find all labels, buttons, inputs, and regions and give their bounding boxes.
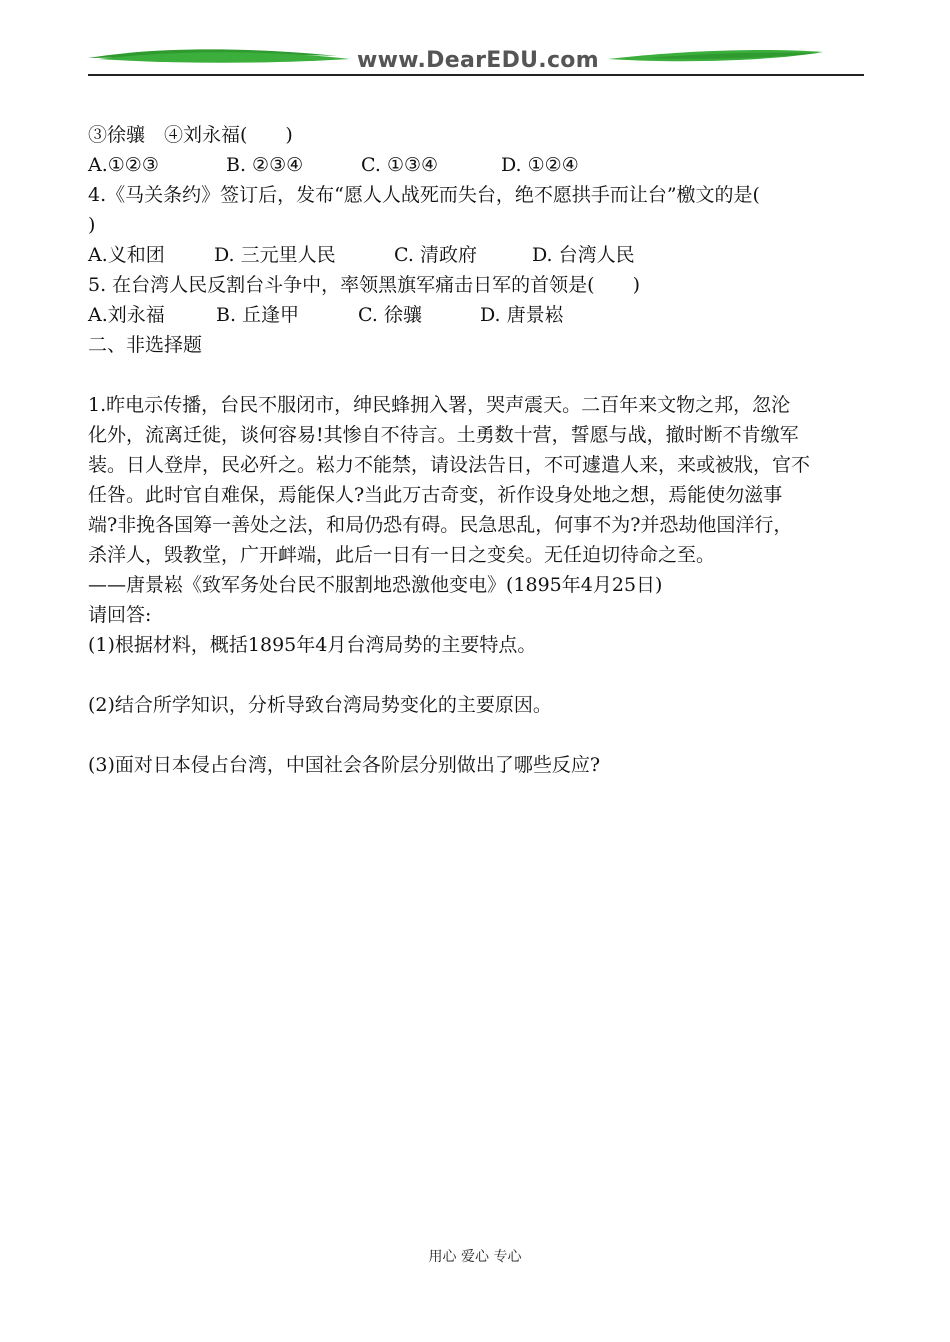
passage-line: 装。日人登岸，民必歼之。崧力不能禁，请设法告日，不可遽遣人来，来或被戕，官不 bbox=[88, 454, 811, 476]
q4-option-c: C. 清政府 bbox=[394, 244, 477, 266]
q3-option-b: B. ②③④ bbox=[226, 154, 304, 176]
q4-option-d2: D. 台湾人民 bbox=[532, 244, 635, 266]
site-name: www.DearEDU.com bbox=[357, 48, 599, 73]
q4-option-a: A.义和团 bbox=[88, 244, 165, 266]
spacer bbox=[88, 360, 868, 390]
answer-prompt: 请回答: bbox=[88, 604, 152, 626]
page-header bbox=[88, 40, 864, 80]
q3-option-a: A.①②③ bbox=[88, 154, 159, 176]
passage-line: 端?非挽各国筹一善处之法，和局仍恐有碍。民急思乱，何事不为?并恐劫他国洋行， bbox=[88, 514, 793, 536]
q3-tail: ③徐骧 ④刘永福( ) bbox=[88, 124, 293, 146]
page-footer: 用心 爱心 专心 bbox=[428, 1249, 522, 1265]
q3-options bbox=[88, 150, 868, 180]
q3-option-c: C. ①③④ bbox=[361, 154, 439, 176]
question-2: (2)结合所学知识，分析导致台湾局势变化的主要原因。 bbox=[88, 694, 552, 716]
section-title: 二、非选择题 bbox=[88, 334, 203, 356]
q5-option-a: A.刘永福 bbox=[88, 304, 165, 326]
q5-option-c: C. 徐骧 bbox=[358, 304, 422, 326]
question-1: (1)根据材料，概括1895年4月台湾局势的主要特点。 bbox=[88, 634, 537, 656]
document-body bbox=[88, 120, 868, 780]
question-3: (3)面对日本侵占台湾，中国社会各阶层分别做出了哪些反应? bbox=[88, 754, 601, 776]
passage-line: 杀洋人，毁教堂，广开衅端，此后一日有一日之变矣。无任迫切待命之至。 bbox=[88, 544, 716, 566]
header-rule bbox=[88, 74, 864, 76]
passage-line: 任咎。此时官自难保，焉能保人?当此万古奇变，祈作设身处地之想，焉能使勿滋事 bbox=[88, 484, 783, 506]
spacer bbox=[88, 660, 868, 690]
passage-line: 化外，流离迁徙，谈何容易!其惨自不待言。土勇数十营，誓愿与战，撤时断不肯缴军 bbox=[88, 424, 799, 446]
q5-option-b: B. 丘逢甲 bbox=[216, 304, 300, 326]
q4-stem-end: ) bbox=[88, 214, 96, 236]
q5-stem: 5. 在台湾人民反割台斗争中，率领黑旗军痛击日军的首领是( ) bbox=[88, 274, 640, 296]
q5-options bbox=[88, 300, 868, 330]
passage-source: ——唐景崧《致军务处台民不服割地恐激他变电》(1895年4月25日) bbox=[88, 574, 663, 596]
q4-options bbox=[88, 240, 868, 270]
spacer bbox=[88, 720, 868, 750]
passage-line: 1.昨电示传播，台民不服闭市，绅民蜂拥入署，哭声震天。二百年来文物之邦，忽沦 bbox=[88, 394, 791, 416]
q5-option-d: D. 唐景崧 bbox=[480, 304, 564, 326]
q3-option-d: D. ①②④ bbox=[501, 154, 579, 176]
q4-stem: 4.《马关条约》签订后，发布“愿人人战死而失台，绝不愿拱手而让台”檄文的是( bbox=[88, 184, 760, 206]
q4-option-d1: D. 三元里人民 bbox=[214, 244, 336, 266]
